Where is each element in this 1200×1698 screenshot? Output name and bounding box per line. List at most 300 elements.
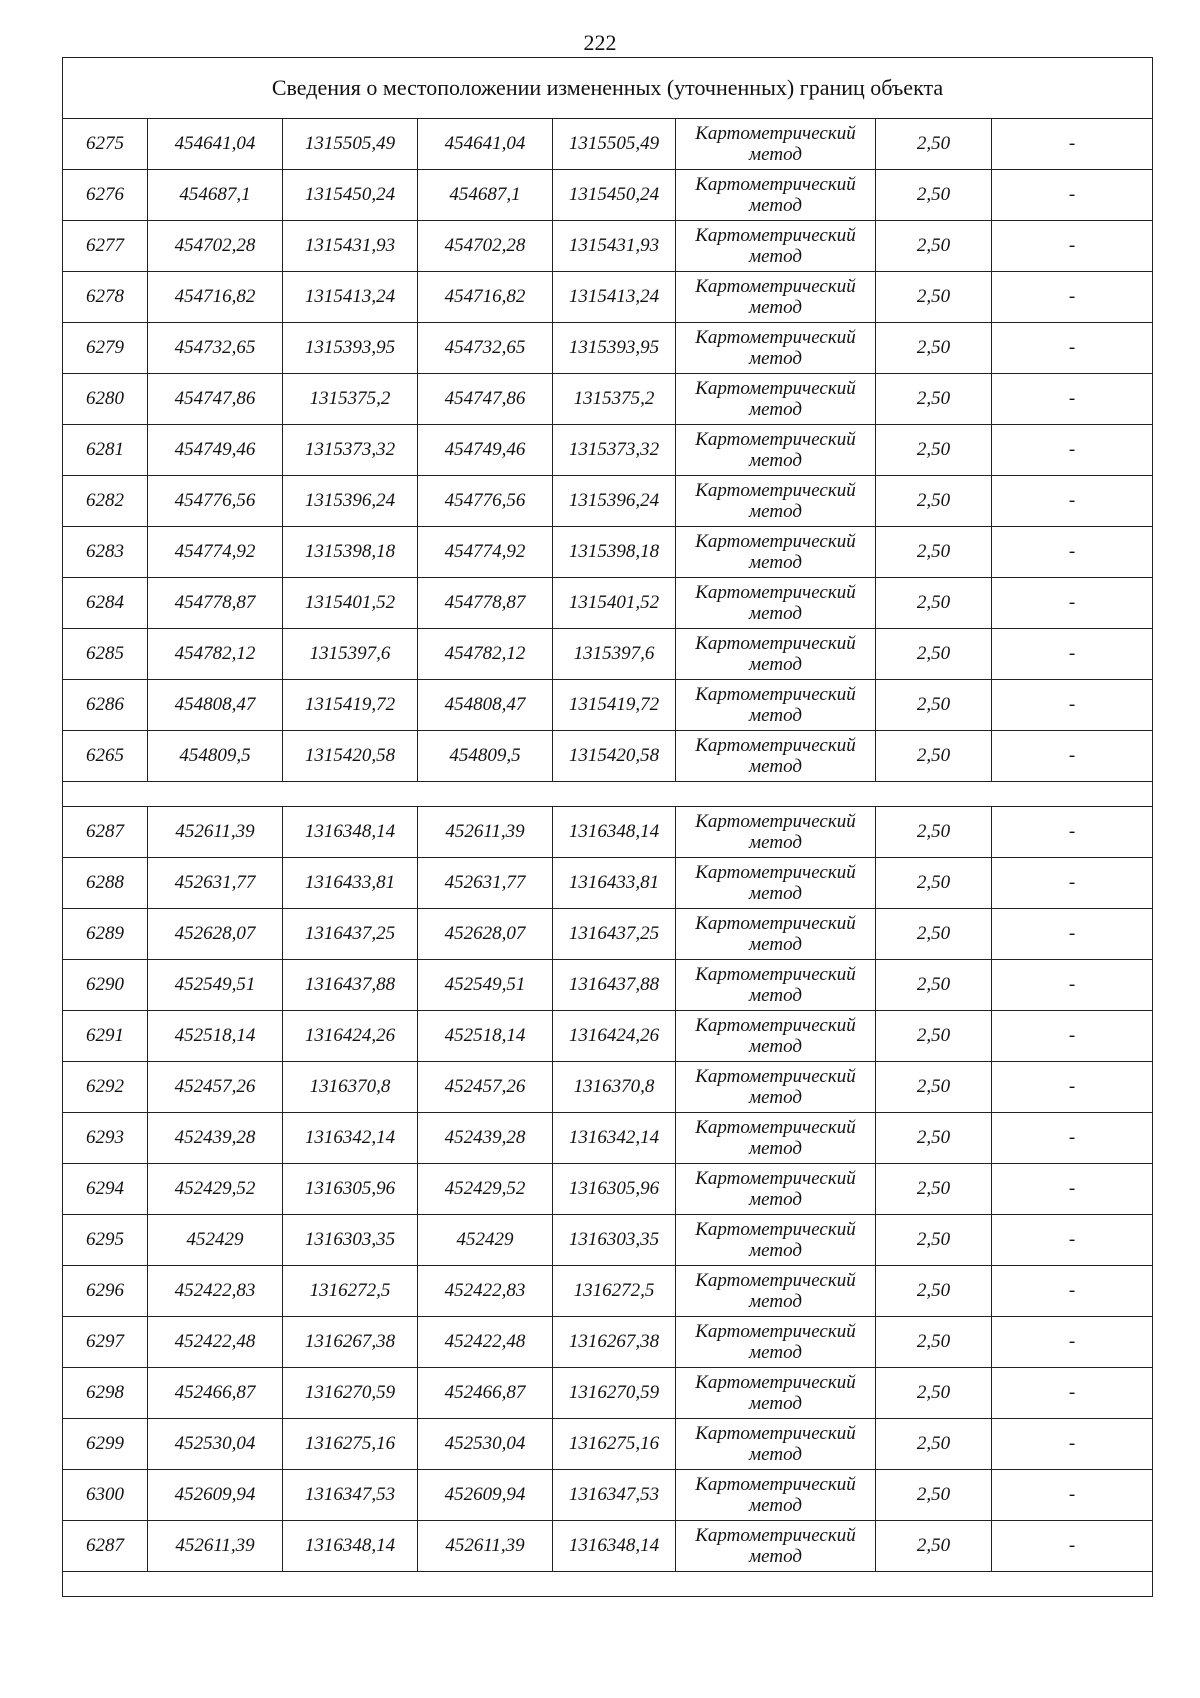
existing-y-cell: 1316437,25 xyxy=(283,909,418,960)
existing-x-cell: 454776,56 xyxy=(148,476,283,527)
table-title-row xyxy=(63,58,1153,119)
refined-y-cell: 1316272,5 xyxy=(553,1266,676,1317)
refined-x-cell: 452429 xyxy=(418,1215,553,1266)
table-title: Сведения о местоположении измененных (уточненных) границ объекта xyxy=(63,58,1153,119)
accuracy-cell: 2,50 xyxy=(876,1419,992,1470)
existing-y-cell: 1316433,81 xyxy=(283,858,418,909)
existing-y-cell: 1315505,49 xyxy=(283,119,418,170)
refined-x-cell: 452439,28 xyxy=(418,1113,553,1164)
method-line-2: метод xyxy=(749,985,802,1006)
method-cell xyxy=(676,1266,876,1317)
accuracy-cell: 2,50 xyxy=(876,374,992,425)
point-number-cell: 6286 xyxy=(63,680,148,731)
point-number-cell: 6284 xyxy=(63,578,148,629)
point-number-cell: 6299 xyxy=(63,1419,148,1470)
method-line-2: метод xyxy=(749,501,802,522)
note-cell: - xyxy=(992,425,1153,476)
method-line-1: Картометрический xyxy=(695,1219,856,1240)
point-number-cell: 6275 xyxy=(63,119,148,170)
method-line-1: Картометрический xyxy=(695,1066,856,1087)
point-number-cell: 6277 xyxy=(63,221,148,272)
accuracy-cell: 2,50 xyxy=(876,1266,992,1317)
method-line-1: Картометрический xyxy=(695,123,856,144)
table-row xyxy=(63,425,1153,476)
existing-y-cell: 1315431,93 xyxy=(283,221,418,272)
table-row xyxy=(63,1113,1153,1164)
method-cell xyxy=(676,680,876,731)
method-line-2: метод xyxy=(749,832,802,853)
existing-x-cell: 454809,5 xyxy=(148,731,283,782)
refined-y-cell: 1316437,25 xyxy=(553,909,676,960)
existing-x-cell: 452439,28 xyxy=(148,1113,283,1164)
existing-x-cell: 452609,94 xyxy=(148,1470,283,1521)
refined-x-cell: 452422,48 xyxy=(418,1317,553,1368)
point-number-cell: 6279 xyxy=(63,323,148,374)
method-line-2: метод xyxy=(749,399,802,420)
refined-x-cell: 452611,39 xyxy=(418,1521,553,1572)
table-row xyxy=(63,1011,1153,1062)
existing-x-cell: 452518,14 xyxy=(148,1011,283,1062)
accuracy-cell: 2,50 xyxy=(876,425,992,476)
method-line-1: Картометрический xyxy=(695,1270,856,1291)
point-number-cell: 6289 xyxy=(63,909,148,960)
existing-x-cell: 454778,87 xyxy=(148,578,283,629)
note-cell: - xyxy=(992,960,1153,1011)
method-line-2: метод xyxy=(749,1036,802,1057)
note-cell: - xyxy=(992,1266,1153,1317)
accuracy-cell: 2,50 xyxy=(876,1317,992,1368)
refined-x-cell: 452457,26 xyxy=(418,1062,553,1113)
method-line-2: метод xyxy=(749,348,802,369)
accuracy-cell: 2,50 xyxy=(876,323,992,374)
method-line-1: Картометрический xyxy=(695,327,856,348)
note-cell: - xyxy=(992,807,1153,858)
section-separator-cell xyxy=(63,782,1153,807)
accuracy-cell: 2,50 xyxy=(876,1011,992,1062)
method-line-1: Картометрический xyxy=(695,531,856,552)
method-line-1: Картометрический xyxy=(695,735,856,756)
method-cell xyxy=(676,221,876,272)
refined-y-cell: 1315420,58 xyxy=(553,731,676,782)
method-cell xyxy=(676,1470,876,1521)
existing-y-cell: 1315397,6 xyxy=(283,629,418,680)
point-number-cell: 6280 xyxy=(63,374,148,425)
existing-y-cell: 1315450,24 xyxy=(283,170,418,221)
point-number-cell: 6292 xyxy=(63,1062,148,1113)
method-line-2: метод xyxy=(749,1546,802,1567)
refined-y-cell: 1315431,93 xyxy=(553,221,676,272)
method-cell xyxy=(676,323,876,374)
method-line-2: метод xyxy=(749,934,802,955)
method-line-2: метод xyxy=(749,1291,802,1312)
note-cell: - xyxy=(992,1113,1153,1164)
accuracy-cell: 2,50 xyxy=(876,1062,992,1113)
method-cell xyxy=(676,1317,876,1368)
existing-y-cell: 1316305,96 xyxy=(283,1164,418,1215)
method-line-2: метод xyxy=(749,883,802,904)
refined-x-cell: 452611,39 xyxy=(418,807,553,858)
method-line-1: Картометрический xyxy=(695,1372,856,1393)
refined-y-cell: 1316303,35 xyxy=(553,1215,676,1266)
refined-y-cell: 1315419,72 xyxy=(553,680,676,731)
existing-y-cell: 1315373,32 xyxy=(283,425,418,476)
table-row xyxy=(63,1215,1153,1266)
existing-y-cell: 1316348,14 xyxy=(283,1521,418,1572)
method-line-1: Картометрический xyxy=(695,429,856,450)
table-row xyxy=(63,1266,1153,1317)
point-number-cell: 6300 xyxy=(63,1470,148,1521)
note-cell: - xyxy=(992,1317,1153,1368)
note-cell: - xyxy=(992,1011,1153,1062)
existing-x-cell: 454782,12 xyxy=(148,629,283,680)
existing-y-cell: 1315396,24 xyxy=(283,476,418,527)
table-row xyxy=(63,170,1153,221)
section-separator-row xyxy=(63,782,1153,807)
existing-y-cell: 1315398,18 xyxy=(283,527,418,578)
method-line-2: метод xyxy=(749,654,802,675)
refined-y-cell: 1316270,59 xyxy=(553,1368,676,1419)
existing-y-cell: 1315375,2 xyxy=(283,374,418,425)
note-cell: - xyxy=(992,909,1153,960)
point-number-cell: 6288 xyxy=(63,858,148,909)
accuracy-cell: 2,50 xyxy=(876,629,992,680)
method-cell xyxy=(676,272,876,323)
accuracy-cell: 2,50 xyxy=(876,272,992,323)
refined-y-cell: 1315373,32 xyxy=(553,425,676,476)
refined-x-cell: 454687,1 xyxy=(418,170,553,221)
note-cell: - xyxy=(992,1470,1153,1521)
method-cell xyxy=(676,476,876,527)
refined-y-cell: 1315393,95 xyxy=(553,323,676,374)
point-number-cell: 6290 xyxy=(63,960,148,1011)
existing-x-cell: 454774,92 xyxy=(148,527,283,578)
existing-x-cell: 454716,82 xyxy=(148,272,283,323)
table-row xyxy=(63,221,1153,272)
method-line-2: метод xyxy=(749,1444,802,1465)
existing-x-cell: 454747,86 xyxy=(148,374,283,425)
note-cell: - xyxy=(992,1215,1153,1266)
accuracy-cell: 2,50 xyxy=(876,858,992,909)
refined-x-cell: 452518,14 xyxy=(418,1011,553,1062)
method-cell xyxy=(676,119,876,170)
accuracy-cell: 2,50 xyxy=(876,1368,992,1419)
page-number: 222 xyxy=(583,30,617,55)
table-row xyxy=(63,1317,1153,1368)
method-line-2: метод xyxy=(749,1342,802,1363)
refined-x-cell: 454702,28 xyxy=(418,221,553,272)
existing-y-cell: 1316272,5 xyxy=(283,1266,418,1317)
refined-y-cell: 1316348,14 xyxy=(553,1521,676,1572)
refined-x-cell: 452628,07 xyxy=(418,909,553,960)
method-line-1: Картометрический xyxy=(695,684,856,705)
point-number-cell: 6282 xyxy=(63,476,148,527)
note-cell: - xyxy=(992,578,1153,629)
method-line-1: Картометрический xyxy=(695,633,856,654)
table-row xyxy=(63,527,1153,578)
method-line-1: Картометрический xyxy=(695,480,856,501)
table-row xyxy=(63,476,1153,527)
refined-y-cell: 1316347,53 xyxy=(553,1470,676,1521)
existing-y-cell: 1315420,58 xyxy=(283,731,418,782)
existing-x-cell: 452530,04 xyxy=(148,1419,283,1470)
note-cell: - xyxy=(992,374,1153,425)
refined-y-cell: 1316433,81 xyxy=(553,858,676,909)
table-row xyxy=(63,1419,1153,1470)
accuracy-cell: 2,50 xyxy=(876,909,992,960)
refined-x-cell: 452549,51 xyxy=(418,960,553,1011)
refined-x-cell: 454747,86 xyxy=(418,374,553,425)
note-cell: - xyxy=(992,221,1153,272)
note-cell: - xyxy=(992,170,1153,221)
note-cell: - xyxy=(992,1521,1153,1572)
method-cell xyxy=(676,170,876,221)
method-line-1: Картометрический xyxy=(695,964,856,985)
note-cell: - xyxy=(992,680,1153,731)
point-number-cell: 6291 xyxy=(63,1011,148,1062)
method-cell xyxy=(676,527,876,578)
refined-y-cell: 1315396,24 xyxy=(553,476,676,527)
refined-y-cell: 1315505,49 xyxy=(553,119,676,170)
method-cell xyxy=(676,960,876,1011)
refined-y-cell: 1316437,88 xyxy=(553,960,676,1011)
existing-x-cell: 452429,52 xyxy=(148,1164,283,1215)
accuracy-cell: 2,50 xyxy=(876,221,992,272)
refined-y-cell: 1316342,14 xyxy=(553,1113,676,1164)
existing-y-cell: 1316267,38 xyxy=(283,1317,418,1368)
accuracy-cell: 2,50 xyxy=(876,119,992,170)
existing-x-cell: 454687,1 xyxy=(148,170,283,221)
note-cell: - xyxy=(992,476,1153,527)
table-row xyxy=(63,909,1153,960)
table-row xyxy=(63,960,1153,1011)
note-cell: - xyxy=(992,323,1153,374)
method-line-1: Картометрический xyxy=(695,1321,856,1342)
point-number-cell: 6285 xyxy=(63,629,148,680)
accuracy-cell: 2,50 xyxy=(876,1164,992,1215)
note-cell: - xyxy=(992,272,1153,323)
refined-x-cell: 454782,12 xyxy=(418,629,553,680)
refined-y-cell: 1316424,26 xyxy=(553,1011,676,1062)
existing-x-cell: 452611,39 xyxy=(148,807,283,858)
table-row xyxy=(63,680,1153,731)
point-number-cell: 6287 xyxy=(63,807,148,858)
method-line-2: метод xyxy=(749,1495,802,1516)
existing-x-cell: 452422,83 xyxy=(148,1266,283,1317)
existing-x-cell: 454808,47 xyxy=(148,680,283,731)
existing-x-cell: 452422,48 xyxy=(148,1317,283,1368)
point-number-cell: 6293 xyxy=(63,1113,148,1164)
method-cell xyxy=(676,858,876,909)
point-number-cell: 6295 xyxy=(63,1215,148,1266)
table-row xyxy=(63,272,1153,323)
point-number-cell: 6298 xyxy=(63,1368,148,1419)
method-cell xyxy=(676,1215,876,1266)
refined-y-cell: 1315450,24 xyxy=(553,170,676,221)
refined-x-cell: 454778,87 xyxy=(418,578,553,629)
refined-x-cell: 452422,83 xyxy=(418,1266,553,1317)
note-cell: - xyxy=(992,1164,1153,1215)
table-row xyxy=(63,119,1153,170)
table-row xyxy=(63,374,1153,425)
method-line-2: метод xyxy=(749,297,802,318)
existing-x-cell: 454702,28 xyxy=(148,221,283,272)
table-row xyxy=(63,731,1153,782)
method-line-2: метод xyxy=(749,603,802,624)
method-line-2: метод xyxy=(749,756,802,777)
method-cell xyxy=(676,629,876,680)
existing-x-cell: 452549,51 xyxy=(148,960,283,1011)
refined-x-cell: 452631,77 xyxy=(418,858,553,909)
table-row xyxy=(63,1470,1153,1521)
point-number-cell: 6296 xyxy=(63,1266,148,1317)
refined-y-cell: 1315413,24 xyxy=(553,272,676,323)
refined-y-cell: 1316370,8 xyxy=(553,1062,676,1113)
refined-x-cell: 454809,5 xyxy=(418,731,553,782)
accuracy-cell: 2,50 xyxy=(876,1470,992,1521)
method-line-1: Картометрический xyxy=(695,582,856,603)
refined-x-cell: 452466,87 xyxy=(418,1368,553,1419)
method-line-1: Картометрический xyxy=(695,913,856,934)
point-number-cell: 6276 xyxy=(63,170,148,221)
accuracy-cell: 2,50 xyxy=(876,1521,992,1572)
accuracy-cell: 2,50 xyxy=(876,731,992,782)
method-line-2: метод xyxy=(749,195,802,216)
note-cell: - xyxy=(992,858,1153,909)
method-line-2: метод xyxy=(749,1189,802,1210)
refined-y-cell: 1315398,18 xyxy=(553,527,676,578)
method-cell xyxy=(676,1419,876,1470)
existing-y-cell: 1315419,72 xyxy=(283,680,418,731)
existing-x-cell: 452457,26 xyxy=(148,1062,283,1113)
refined-x-cell: 452429,52 xyxy=(418,1164,553,1215)
method-line-1: Картометрический xyxy=(695,225,856,246)
table-row xyxy=(63,1368,1153,1419)
existing-y-cell: 1315393,95 xyxy=(283,323,418,374)
accuracy-cell: 2,50 xyxy=(876,170,992,221)
existing-x-cell: 452628,07 xyxy=(148,909,283,960)
section-separator-cell xyxy=(63,1572,1153,1597)
note-cell: - xyxy=(992,629,1153,680)
method-line-2: метод xyxy=(749,450,802,471)
existing-y-cell: 1316437,88 xyxy=(283,960,418,1011)
accuracy-cell: 2,50 xyxy=(876,578,992,629)
refined-y-cell: 1316267,38 xyxy=(553,1317,676,1368)
table-row xyxy=(63,1062,1153,1113)
existing-y-cell: 1315401,52 xyxy=(283,578,418,629)
refined-x-cell: 452609,94 xyxy=(418,1470,553,1521)
point-number-cell: 6294 xyxy=(63,1164,148,1215)
existing-x-cell: 452611,39 xyxy=(148,1521,283,1572)
existing-x-cell: 452429 xyxy=(148,1215,283,1266)
section-separator-row xyxy=(63,1572,1153,1597)
refined-y-cell: 1315375,2 xyxy=(553,374,676,425)
refined-y-cell: 1316305,96 xyxy=(553,1164,676,1215)
existing-y-cell: 1316342,14 xyxy=(283,1113,418,1164)
accuracy-cell: 2,50 xyxy=(876,476,992,527)
note-cell: - xyxy=(992,527,1153,578)
method-cell xyxy=(676,1011,876,1062)
method-line-2: метод xyxy=(749,1393,802,1414)
accuracy-cell: 2,50 xyxy=(876,527,992,578)
accuracy-cell: 2,50 xyxy=(876,1215,992,1266)
method-cell xyxy=(676,1368,876,1419)
point-number-cell: 6287 xyxy=(63,1521,148,1572)
method-line-2: метод xyxy=(749,705,802,726)
method-cell xyxy=(676,578,876,629)
method-cell xyxy=(676,1113,876,1164)
method-line-1: Картометрический xyxy=(695,862,856,883)
existing-y-cell: 1316424,26 xyxy=(283,1011,418,1062)
accuracy-cell: 2,50 xyxy=(876,680,992,731)
existing-x-cell: 454749,46 xyxy=(148,425,283,476)
method-line-1: Картометрический xyxy=(695,1525,856,1546)
point-number-cell: 6278 xyxy=(63,272,148,323)
note-cell: - xyxy=(992,731,1153,782)
method-line-1: Картометрический xyxy=(695,1117,856,1138)
refined-x-cell: 454776,56 xyxy=(418,476,553,527)
point-number-cell: 6281 xyxy=(63,425,148,476)
method-cell xyxy=(676,425,876,476)
method-cell xyxy=(676,374,876,425)
note-cell: - xyxy=(992,1368,1153,1419)
method-cell xyxy=(676,731,876,782)
method-cell xyxy=(676,807,876,858)
method-line-1: Картометрический xyxy=(695,1168,856,1189)
method-line-2: метод xyxy=(749,1087,802,1108)
method-line-1: Картометрический xyxy=(695,276,856,297)
point-number-cell: 6283 xyxy=(63,527,148,578)
existing-x-cell: 454732,65 xyxy=(148,323,283,374)
point-number-cell: 6297 xyxy=(63,1317,148,1368)
existing-y-cell: 1316348,14 xyxy=(283,807,418,858)
refined-x-cell: 454732,65 xyxy=(418,323,553,374)
table-row xyxy=(63,1164,1153,1215)
method-cell xyxy=(676,1521,876,1572)
point-number-cell: 6265 xyxy=(63,731,148,782)
existing-x-cell: 452466,87 xyxy=(148,1368,283,1419)
refined-y-cell: 1316348,14 xyxy=(553,807,676,858)
existing-y-cell: 1316347,53 xyxy=(283,1470,418,1521)
accuracy-cell: 2,50 xyxy=(876,1113,992,1164)
accuracy-cell: 2,50 xyxy=(876,807,992,858)
table-row xyxy=(63,629,1153,680)
existing-y-cell: 1316370,8 xyxy=(283,1062,418,1113)
method-line-2: метод xyxy=(749,246,802,267)
refined-x-cell: 454716,82 xyxy=(418,272,553,323)
refined-y-cell: 1315397,6 xyxy=(553,629,676,680)
refined-x-cell: 454641,04 xyxy=(418,119,553,170)
refined-x-cell: 452530,04 xyxy=(418,1419,553,1470)
boundary-coordinates-table xyxy=(62,57,1153,1597)
method-line-2: метод xyxy=(749,552,802,573)
note-cell: - xyxy=(992,1419,1153,1470)
accuracy-cell: 2,50 xyxy=(876,960,992,1011)
table-row xyxy=(63,1521,1153,1572)
method-line-1: Картометрический xyxy=(695,1474,856,1495)
note-cell: - xyxy=(992,1062,1153,1113)
existing-y-cell: 1316275,16 xyxy=(283,1419,418,1470)
method-line-2: метод xyxy=(749,144,802,165)
existing-x-cell: 454641,04 xyxy=(148,119,283,170)
method-cell xyxy=(676,1062,876,1113)
table-row xyxy=(63,323,1153,374)
method-cell xyxy=(676,1164,876,1215)
method-line-1: Картометрический xyxy=(695,1423,856,1444)
existing-y-cell: 1316303,35 xyxy=(283,1215,418,1266)
existing-x-cell: 452631,77 xyxy=(148,858,283,909)
existing-y-cell: 1315413,24 xyxy=(283,272,418,323)
table-row xyxy=(63,578,1153,629)
